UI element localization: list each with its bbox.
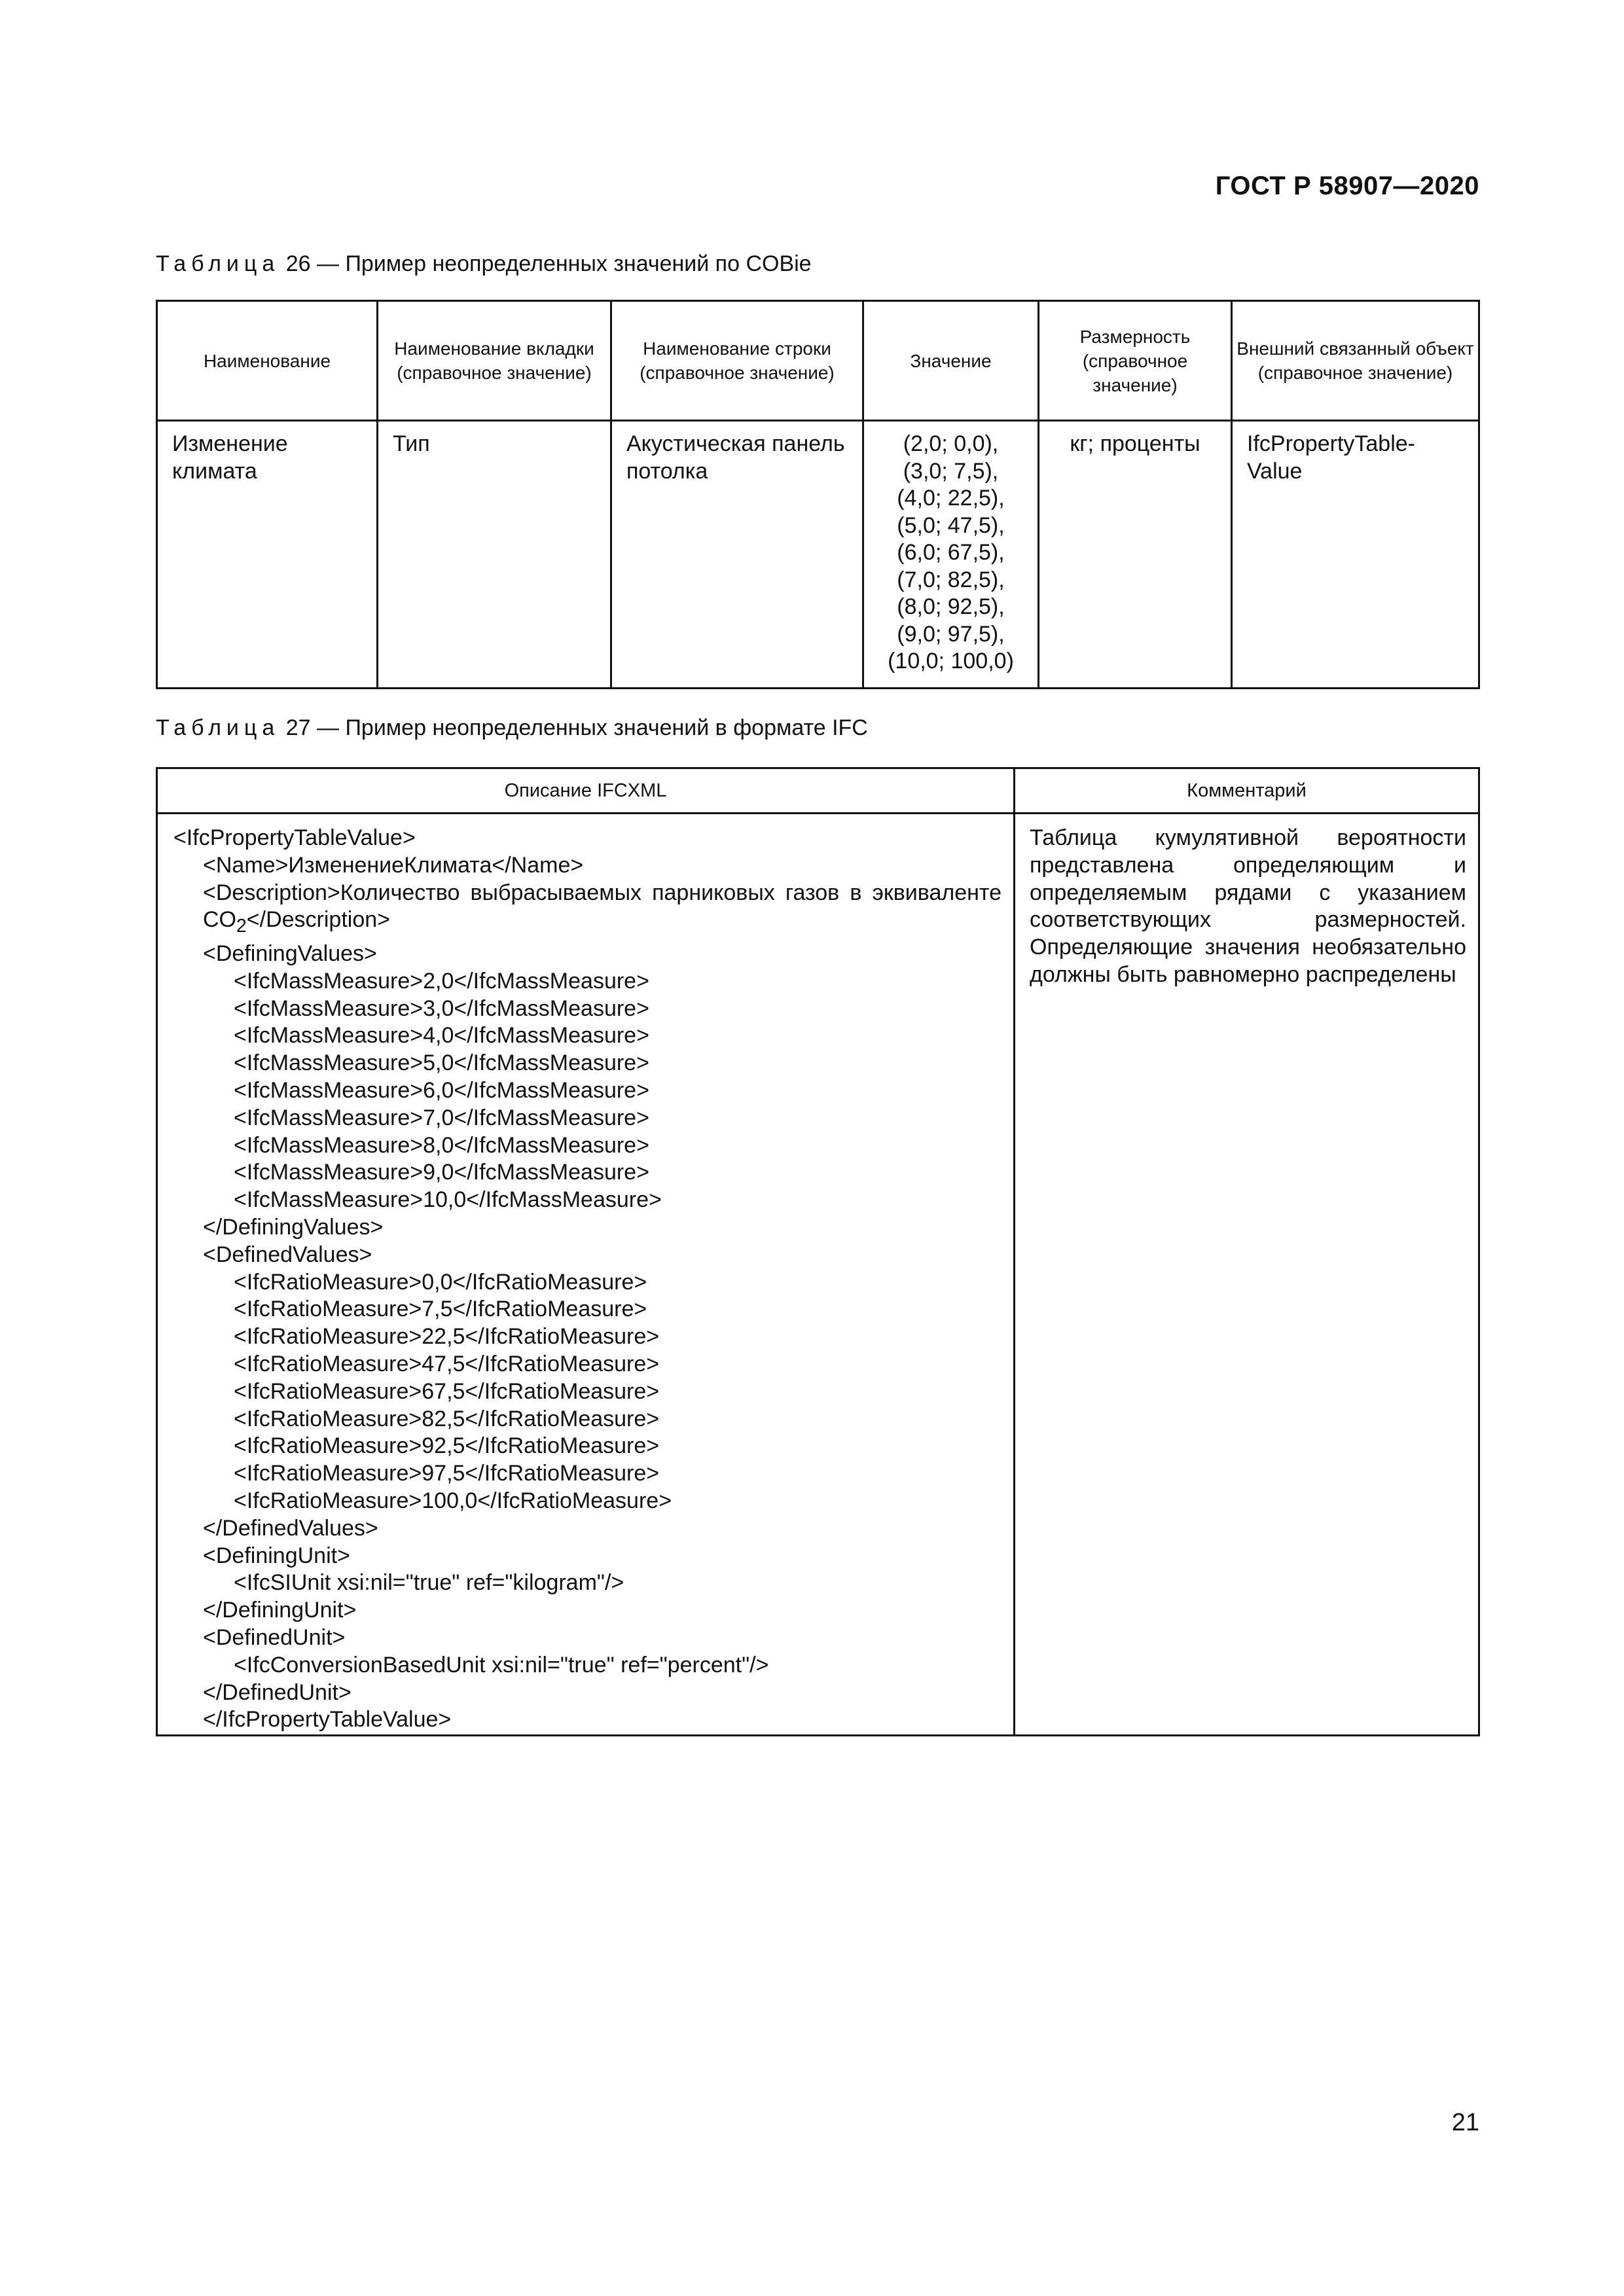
xml-line: <IfcMassMeasure>7,0</IfcMassMeasure> bbox=[234, 1105, 649, 1130]
xml-line: <IfcMassMeasure>4,0</IfcMassMeasure> bbox=[234, 1023, 649, 1049]
value-pair: (4,0; 22,5), bbox=[897, 486, 1005, 511]
xml-line: </DefiningUnit> bbox=[203, 1598, 357, 1623]
xml-line: </IfcPropertyTableValue> bbox=[203, 1707, 452, 1732]
xml-line: </DefiningValues> bbox=[203, 1214, 384, 1240]
xml-line: <IfcMassMeasure>6,0</IfcMassMeasure> bbox=[234, 1077, 649, 1103]
table-row bbox=[157, 421, 1479, 689]
ifcxml-description bbox=[157, 814, 1015, 1736]
xml-line: </DefinedUnit> bbox=[203, 1679, 352, 1705]
cell-dimension: кг; проценты bbox=[1039, 421, 1232, 689]
xml-line: <IfcRatioMeasure>92,5</IfcRatioMeasure> bbox=[234, 1433, 660, 1459]
cell-external-object: IfcPropertyTable-Value bbox=[1232, 421, 1479, 689]
column-header: Размерность (справочное значение) bbox=[1039, 301, 1232, 421]
column-header: Наименование вкладки (справочное значение) bbox=[378, 301, 611, 421]
caption-word: Таблица bbox=[156, 251, 280, 276]
value-pair: (6,0; 67,5), bbox=[897, 540, 1005, 565]
table-header-row bbox=[157, 768, 1479, 814]
xml-line: <IfcRatioMeasure>67,5</IfcRatioMeasure> bbox=[234, 1378, 660, 1404]
table-26-caption bbox=[156, 251, 812, 277]
xml-line: <IfcRatioMeasure>22,5</IfcRatioMeasure> bbox=[234, 1324, 660, 1350]
standard-code: ГОСТ Р 58907—2020 bbox=[1215, 171, 1479, 200]
xml-line: <IfcSIUnit xsi:nil="true" ref="kilogram"/> bbox=[234, 1570, 624, 1596]
table-26 bbox=[156, 300, 1480, 689]
cell-name: Изменение климата bbox=[157, 421, 378, 689]
xml-line: </DefinedValues> bbox=[203, 1515, 378, 1541]
value-pair: (2,0; 0,0), bbox=[903, 431, 999, 456]
xml-line: <IfcMassMeasure>2,0</IfcMassMeasure> bbox=[234, 968, 649, 994]
page-number: 21 bbox=[1451, 2109, 1479, 2136]
caption-text: 26 — Пример неопределенных значений по COBie bbox=[280, 251, 812, 276]
value-pair: (5,0; 47,5), bbox=[897, 512, 1005, 538]
table-row bbox=[157, 814, 1479, 1736]
xml-line: <IfcConversionBasedUnit xsi:nil="true" ref="percent"/> bbox=[234, 1652, 769, 1677]
value-pair: (3,0; 7,5), bbox=[903, 458, 999, 484]
column-header: Значение bbox=[863, 301, 1039, 421]
xml-line: <IfcMassMeasure>10,0</IfcMassMeasure> bbox=[234, 1187, 662, 1213]
xml-line: <IfcRatioMeasure>100,0</IfcRatioMeasure> bbox=[234, 1488, 672, 1513]
column-header: Наименование строки (справочное значение) bbox=[611, 301, 863, 421]
xml-line: <DefinedUnit> bbox=[203, 1624, 346, 1650]
column-header: Внешний связанный объект (справочное значение) bbox=[1232, 301, 1479, 421]
xml-line: <IfcMassMeasure>5,0</IfcMassMeasure> bbox=[234, 1050, 649, 1076]
cell-sheet: Тип bbox=[378, 421, 611, 689]
xml-line: <Name>ИзменениеКлимата</Name> bbox=[203, 852, 584, 878]
comment-cell: Таблица кумулятивной вероятности представлена определяющим и определяемым рядами с указанием соответствующих размерностей. Определяющие значения необязательно должны быть равномерно распределены bbox=[1015, 814, 1479, 1736]
xml-text: <Description>Количество выбрасываемых парниковых газов в эквиваленте CO bbox=[203, 880, 1001, 933]
value-pair: (9,0; 97,5), bbox=[897, 621, 1005, 647]
xml-text: </Description> bbox=[246, 907, 390, 933]
value-pair: (10,0; 100,0) bbox=[888, 649, 1014, 673]
xml-line: <IfcRatioMeasure>97,5</IfcRatioMeasure> bbox=[234, 1461, 660, 1486]
xml-line: <IfcPropertyTableValue> bbox=[173, 825, 416, 850]
subscript: 2 bbox=[236, 916, 247, 937]
xml-line: <IfcMassMeasure>9,0</IfcMassMeasure> bbox=[234, 1160, 649, 1185]
column-header: Комментарий bbox=[1015, 768, 1479, 814]
xml-line: <IfcMassMeasure>3,0</IfcMassMeasure> bbox=[234, 996, 649, 1021]
table-27 bbox=[156, 767, 1480, 1736]
xml-line: <DefiningUnit> bbox=[203, 1543, 350, 1568]
value-pair: (7,0; 82,5), bbox=[897, 567, 1005, 592]
xml-line: <IfcRatioMeasure>82,5</IfcRatioMeasure> bbox=[234, 1406, 660, 1431]
xml-line: <IfcRatioMeasure>7,5</IfcRatioMeasure> bbox=[234, 1297, 647, 1322]
caption-word: Таблица bbox=[156, 715, 280, 740]
xml-line: <IfcMassMeasure>8,0</IfcMassMeasure> bbox=[234, 1132, 649, 1158]
caption-text: 27 — Пример неопределенных значений в формате IFC bbox=[280, 715, 868, 740]
table-header-row bbox=[157, 301, 1479, 421]
cell-row-name: Акустическая панель потолка bbox=[611, 421, 863, 689]
xml-line-description bbox=[173, 880, 1001, 941]
cell-values bbox=[863, 421, 1039, 689]
column-header: Описание IFCXML bbox=[157, 768, 1015, 814]
xml-line: <DefiningValues> bbox=[203, 941, 377, 966]
value-pair: (8,0; 92,5), bbox=[897, 594, 1005, 619]
xml-line: <DefinedValues> bbox=[203, 1242, 372, 1267]
column-header: Наименование bbox=[157, 301, 378, 421]
xml-line: <IfcRatioMeasure>47,5</IfcRatioMeasure> bbox=[234, 1351, 660, 1376]
xml-line: <IfcRatioMeasure>0,0</IfcRatioMeasure> bbox=[234, 1269, 647, 1295]
table-27-caption bbox=[156, 715, 868, 741]
